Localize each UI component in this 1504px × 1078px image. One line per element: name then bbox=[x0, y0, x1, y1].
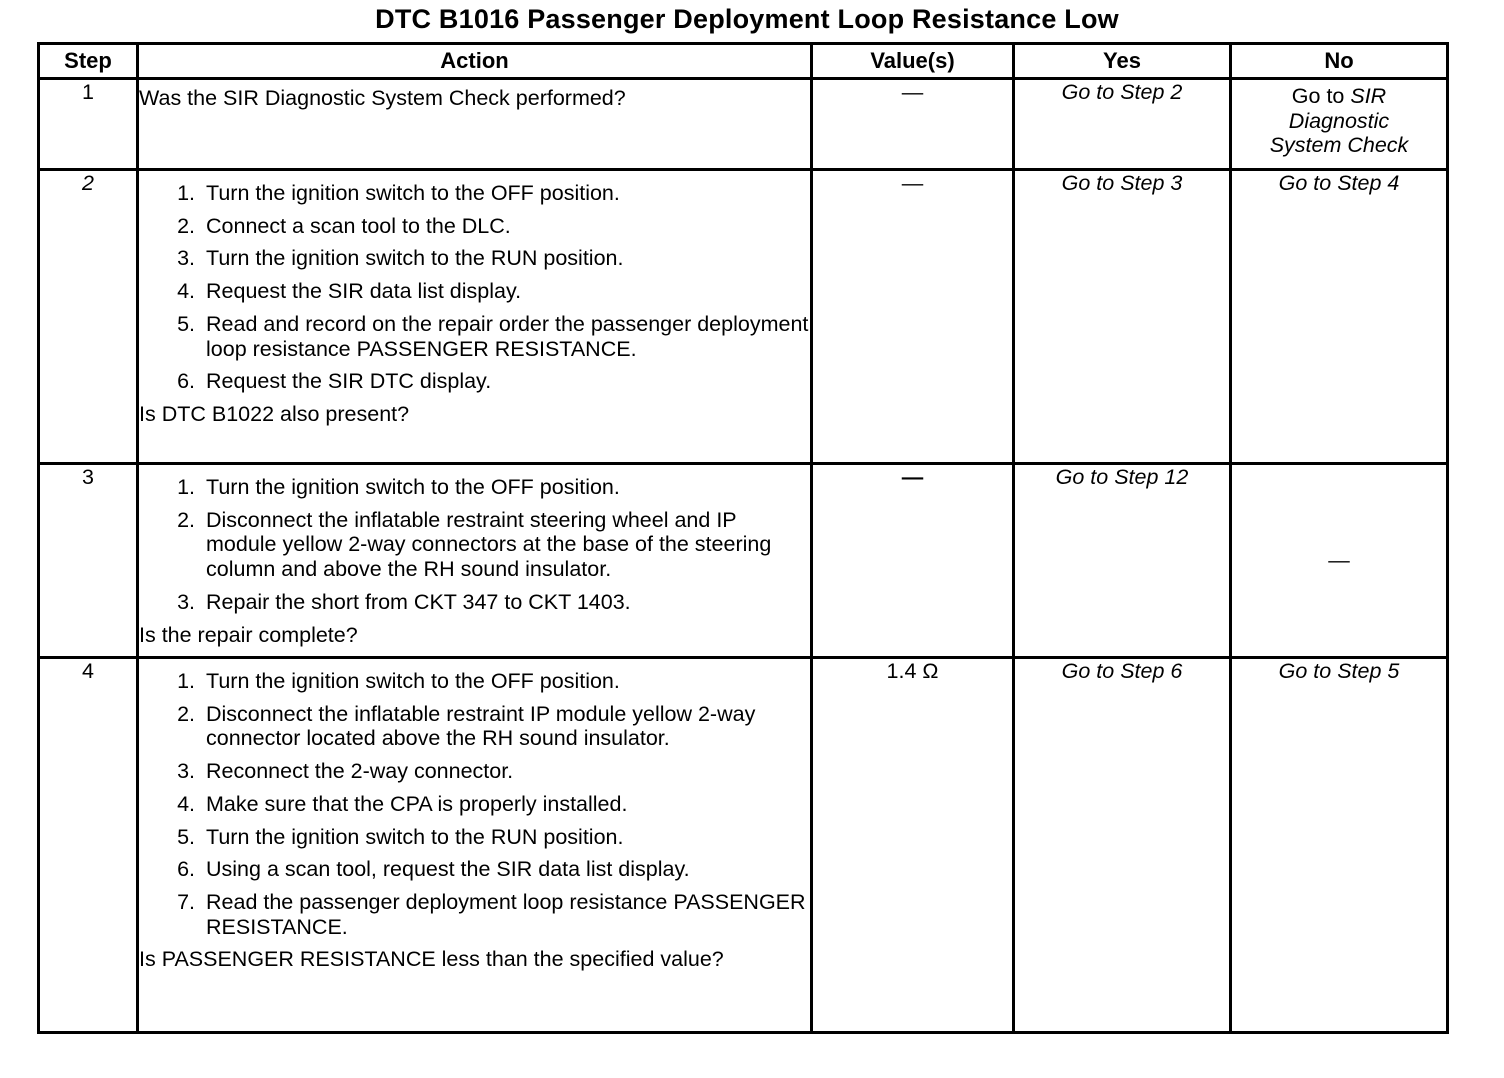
action-item: 4. Request the SIR data list display. bbox=[177, 279, 522, 304]
action-question: Is PASSENGER RESISTANCE less than the specified value? bbox=[139, 947, 724, 972]
yes-cell: Go to Step 2 bbox=[1014, 79, 1231, 170]
no-cell: — bbox=[1231, 464, 1448, 658]
diagnostic-table bbox=[37, 42, 1449, 1034]
action-item: 5. Turn the ignition switch to the RUN position. bbox=[177, 824, 624, 849]
action-item: 2. Connect a scan tool to the DLC. bbox=[177, 213, 511, 238]
action-list bbox=[139, 465, 810, 615]
action-question: Is the repair complete? bbox=[139, 622, 358, 647]
action-question: Was the SIR Diagnostic System Check performed? bbox=[139, 86, 626, 110]
action-cell bbox=[138, 464, 812, 658]
table-row-step-2 bbox=[39, 170, 1448, 464]
step-number: 1 bbox=[39, 79, 138, 170]
action-item: 2. Disconnect the inflatable restraint steering wheel and IP module yellow 2-way connectors at the base of the steering column and above the RH sound insulator. bbox=[177, 507, 772, 582]
action-cell bbox=[138, 658, 812, 1033]
yes-cell: Go to Step 3 bbox=[1014, 170, 1231, 464]
step-number: 3 bbox=[39, 464, 138, 658]
action-item: 1. Turn the ignition switch to the OFF position. bbox=[177, 669, 620, 693]
page-title: DTC B1016 Passenger Deployment Loop Resistance Low bbox=[375, 4, 1119, 34]
value-cell: — bbox=[812, 464, 1014, 658]
value-cell: — bbox=[812, 170, 1014, 464]
action-list bbox=[139, 659, 810, 939]
header-row bbox=[39, 44, 1448, 79]
no-cell: Go to Step 5 bbox=[1231, 658, 1448, 1033]
no-link-sir: SIR bbox=[1350, 84, 1387, 108]
no-link-line3: System Check bbox=[1269, 133, 1409, 158]
action-item: 3. Turn the ignition switch to the RUN position. bbox=[177, 246, 624, 271]
no-prefix: Go to bbox=[1291, 84, 1351, 108]
header-no: No bbox=[1231, 44, 1448, 79]
action-item: 7. Read the passenger deployment loop resistance PASSENGER RESISTANCE. bbox=[177, 890, 806, 939]
header-values: Value(s) bbox=[812, 44, 1014, 79]
action-item: 3. Repair the short from CKT 347 to CKT 1403. bbox=[177, 589, 631, 614]
action-list bbox=[139, 171, 810, 394]
action-item: 4. Make sure that the CPA is properly installed. bbox=[177, 791, 628, 816]
no-cell bbox=[1231, 79, 1448, 170]
action-question: Is DTC B1022 also present? bbox=[139, 402, 410, 427]
header-action: Action bbox=[138, 44, 812, 79]
value-cell: 1.4 Ω bbox=[812, 658, 1014, 1033]
yes-cell: Go to Step 6 bbox=[1014, 658, 1231, 1033]
action-item: 1. Turn the ignition switch to the OFF position. bbox=[177, 475, 620, 499]
table-row-step-4 bbox=[39, 658, 1448, 1033]
yes-cell: Go to Step 12 bbox=[1014, 464, 1231, 658]
action-item: 3. Reconnect the 2-way connector. bbox=[177, 759, 514, 784]
table-row-step-3 bbox=[39, 464, 1448, 658]
action-cell bbox=[138, 79, 812, 170]
action-item: 2. Disconnect the inflatable restraint IP module yellow 2-way connector located above the RH sound insulator. bbox=[177, 701, 756, 751]
action-item: 1. Turn the ignition switch to the OFF position. bbox=[177, 181, 620, 205]
action-item: 6. Request the SIR DTC display. bbox=[177, 369, 492, 394]
header-step: Step bbox=[39, 44, 138, 79]
step-number: 2 bbox=[39, 170, 138, 464]
action-item: 5. Read and record on the repair order the passenger deployment loop resistance PASSENGER RESISTANCE. bbox=[177, 311, 809, 361]
action-cell bbox=[138, 170, 812, 464]
table-row-step-1 bbox=[39, 79, 1448, 170]
step-number: 4 bbox=[39, 658, 138, 1033]
no-cell: Go to Step 4 bbox=[1231, 170, 1448, 464]
value-cell: — bbox=[812, 79, 1014, 170]
no-link-line2: Diagnostic bbox=[1288, 108, 1390, 133]
action-item: 6. Using a scan tool, request the SIR data list display. bbox=[177, 857, 690, 882]
header-yes: Yes bbox=[1014, 44, 1231, 79]
